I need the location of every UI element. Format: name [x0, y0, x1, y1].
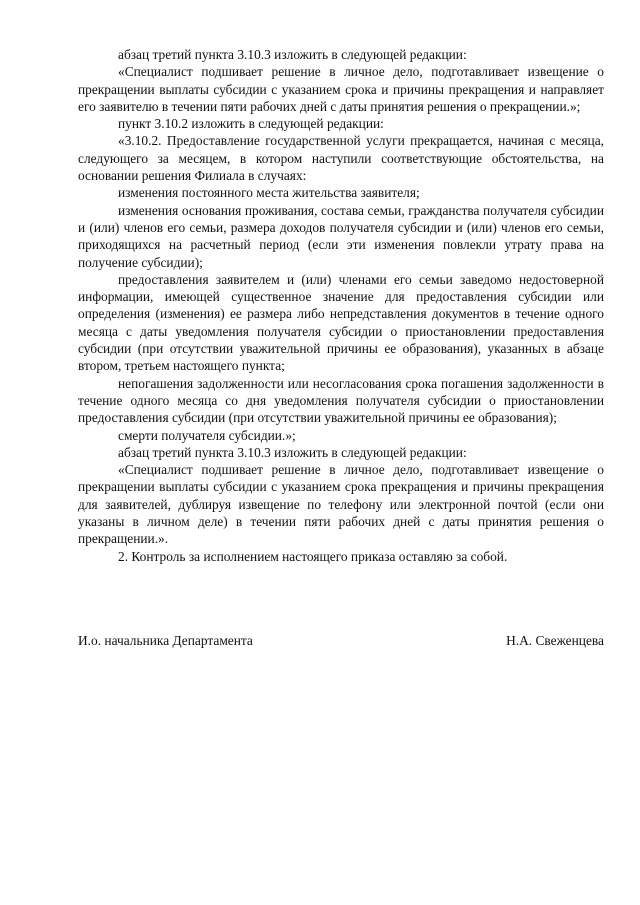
paragraph: предоставления заявителем и (или) членами его семьи заведомо недостоверной информации, имеющей существенное значение для предоставления субсидии или определения (изменения) ее размера либо непредставления документов в течение одного месяца с даты уведомления получателя субсидии о приостановлении предоставления субсидии (при отсутствии уважительной причины ее образования), указанных в абзаце втором, третьем настоящего пункта;	[78, 271, 604, 374]
paragraph: изменения основания проживания, состава семьи, гражданства получателя субсидии и (или) членов его семьи, размера доходов получателя субсидии и (или) членов его семьи, приходящихся на расчетный период (если эти изменения повлекли утрату права на получение субсидии);	[78, 202, 604, 270]
signatory-name: Н.А. Свеженцева	[506, 633, 604, 648]
paragraph: непогашения задолженности или несогласования срока погашения задолженности в течение одного месяца со дня уведомления получателя субсидии о приостановлении предоставления субсидии (при отсутствии уважительной причины ее образования);	[78, 375, 604, 426]
document-body	[78, 46, 604, 565]
signature-block	[78, 632, 604, 649]
signatory-position: И.о. начальника Департамента	[78, 633, 253, 648]
paragraph: «3.10.2. Предоставление государственной услуги прекращается, начиная с месяца, следующего за месяцем, в котором наступили соответствующие обстоятельства, на основании решения Филиала в случаях:	[78, 133, 604, 184]
paragraph: изменения постоянного места жительства заявителя;	[118, 185, 420, 201]
paragraph: 2. Контроль за исполнением настоящего приказа оставляю за собой.	[118, 548, 508, 564]
paragraph: смерти получателя субсидии.»;	[118, 427, 296, 443]
paragraph: «Специалист подшивает решение в личное дело, подготавливает извещение о прекращении выплаты субсидии с указанием срока прекращения и причины прекращения для заявителей, дублируя извещение по телефону или электронной почтой (если они указаны в личном деле) в течении пяти рабочих дней с даты принятия решения о прекращении.».	[78, 462, 604, 547]
paragraph: абзац третий пункта 3.10.3 изложить в следующей редакции:	[118, 444, 467, 460]
paragraph: «Специалист подшивает решение в личное дело, подготавливает извещение о прекращении выплаты субсидии с указанием срока и причины прекращения и направляет его заявителю в течении пяти рабочих дней с даты принятия решения о прекращении.»;	[78, 64, 604, 114]
paragraph: пункт 3.10.2 изложить в следующей редакции:	[118, 116, 384, 132]
paragraph: абзац третий пункта 3.10.3 изложить в следующей редакции:	[118, 47, 467, 62]
